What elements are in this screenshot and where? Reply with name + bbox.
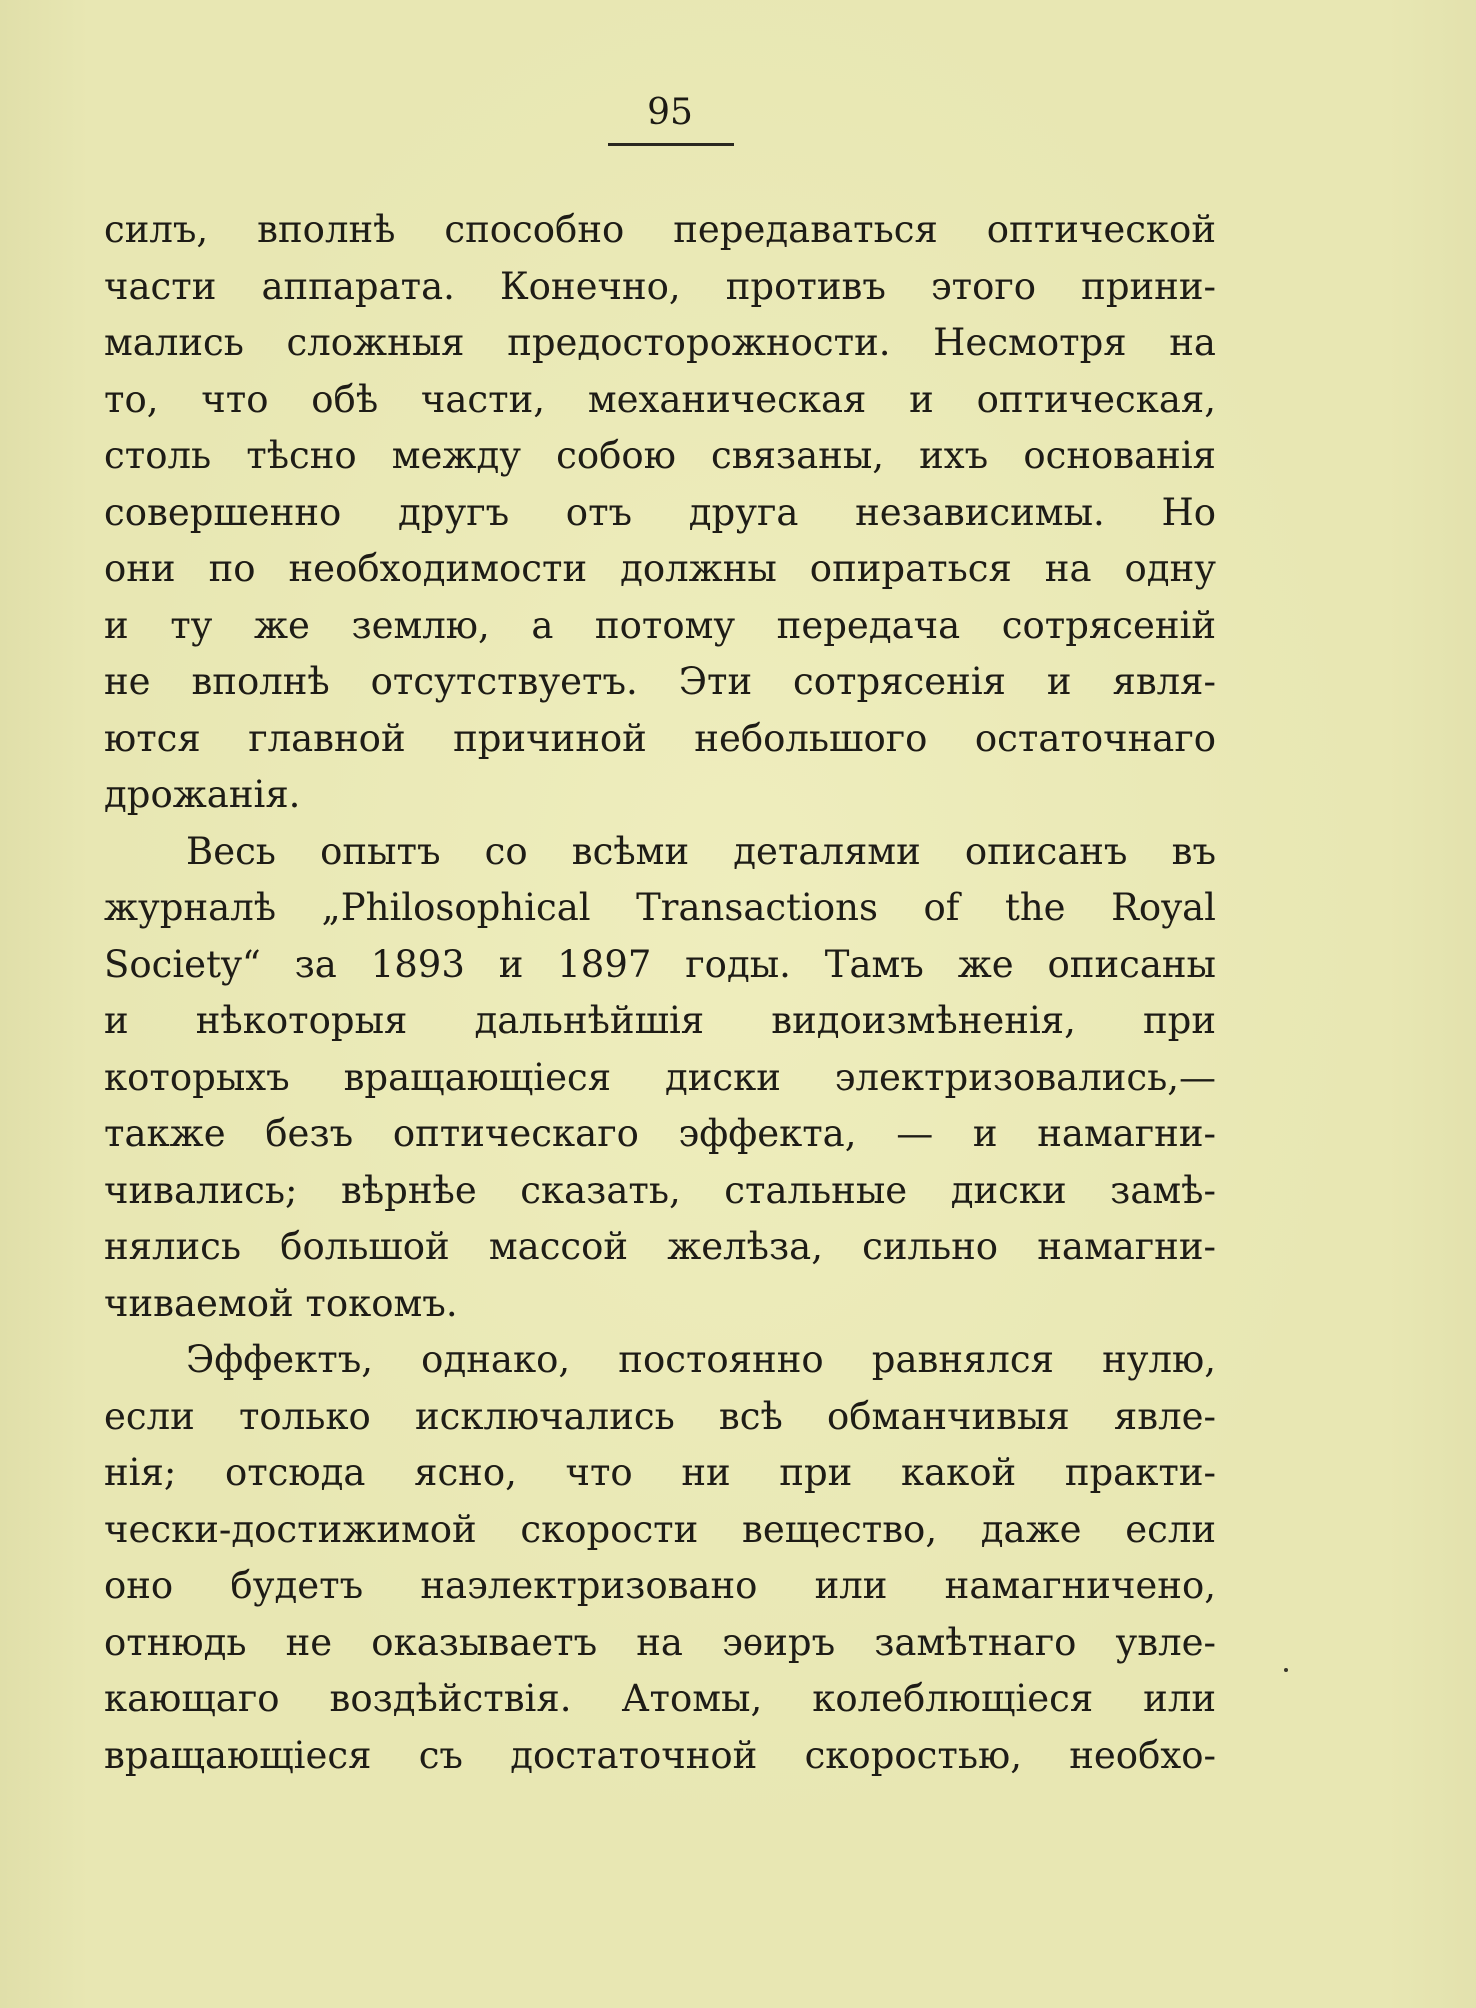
text-line: и ту же землю, а потому передача сотрясеній: [104, 603, 1216, 647]
text-line: Эффектъ, однако, постоянно равнялся нулю,: [186, 1338, 1216, 1381]
ink-speck: [1284, 1668, 1288, 1672]
text-line: которыхъ вращающіеся диски электризовались,—: [104, 1055, 1216, 1099]
text-line: чески-достижимой скорости вещество, даже если: [104, 1507, 1216, 1551]
text-line: Society“ за 1893 и 1897 годы. Тамъ же описаны: [104, 942, 1216, 986]
text-line: ются главной причиной небольшого остаточнаго: [104, 716, 1216, 760]
text-line: нялись большой массой желѣза, сильно намагни-: [104, 1225, 1216, 1268]
text-line: совершенно другъ отъ друга независимы. Но: [104, 490, 1216, 534]
text-line: чивались; вѣрнѣе сказать, стальные диски замѣ-: [104, 1168, 1216, 1212]
text-line: оно будетъ наэлектризовано или намагничено,: [104, 1564, 1216, 1607]
text-line: и нѣкоторыя дальнѣйшія видоизмѣненія, при: [104, 999, 1216, 1042]
page-number: 95: [647, 92, 693, 133]
text-line: Весь опытъ со всѣми деталями описанъ въ: [186, 829, 1216, 873]
body-text: [104, 202, 1216, 1784]
paragraph-3: [104, 1332, 1216, 1784]
text-line: нія; отсюда ясно, что ни при какой практи-: [104, 1451, 1216, 1494]
text-line: дрожанія.: [104, 773, 301, 816]
text-line: чиваемой токомъ.: [104, 1281, 458, 1325]
text-line: вращающіеся съ достаточной скоростью, необхо-: [104, 1733, 1216, 1777]
text-line: кающаго воздѣйствія. Атомы, колеблющіеся или: [104, 1677, 1216, 1720]
page-number-rule: [608, 143, 734, 146]
text-line: столь тѣсно между собою связаны, ихъ основанія: [104, 434, 1216, 477]
text-line: мались сложныя предосторожности. Несмотря на: [104, 321, 1216, 364]
text-line: если только исключались всѣ обманчивыя явле-: [104, 1394, 1216, 1438]
text-line: журналѣ „Philosophical Transactions of the Royal: [104, 886, 1216, 929]
text-line: отнюдь не оказываетъ на эѳиръ замѣтнаго увле-: [104, 1620, 1216, 1664]
text-line: они по необходимости должны опираться на одну: [104, 547, 1216, 590]
text-line: части аппарата. Конечно, противъ этого прини-: [104, 264, 1216, 308]
text-line: то, что обѣ части, механическая и оптическая,: [104, 377, 1216, 421]
text-line: также безъ оптическаго эффекта, — и намагни-: [104, 1112, 1216, 1155]
text-line: силъ, вполнѣ способно передаваться оптической: [104, 208, 1216, 251]
text-line: не вполнѣ отсутствуетъ. Эти сотрясенія и явля-: [104, 660, 1216, 703]
paragraph-2: [104, 824, 1216, 1333]
paragraph-1: [104, 202, 1216, 824]
